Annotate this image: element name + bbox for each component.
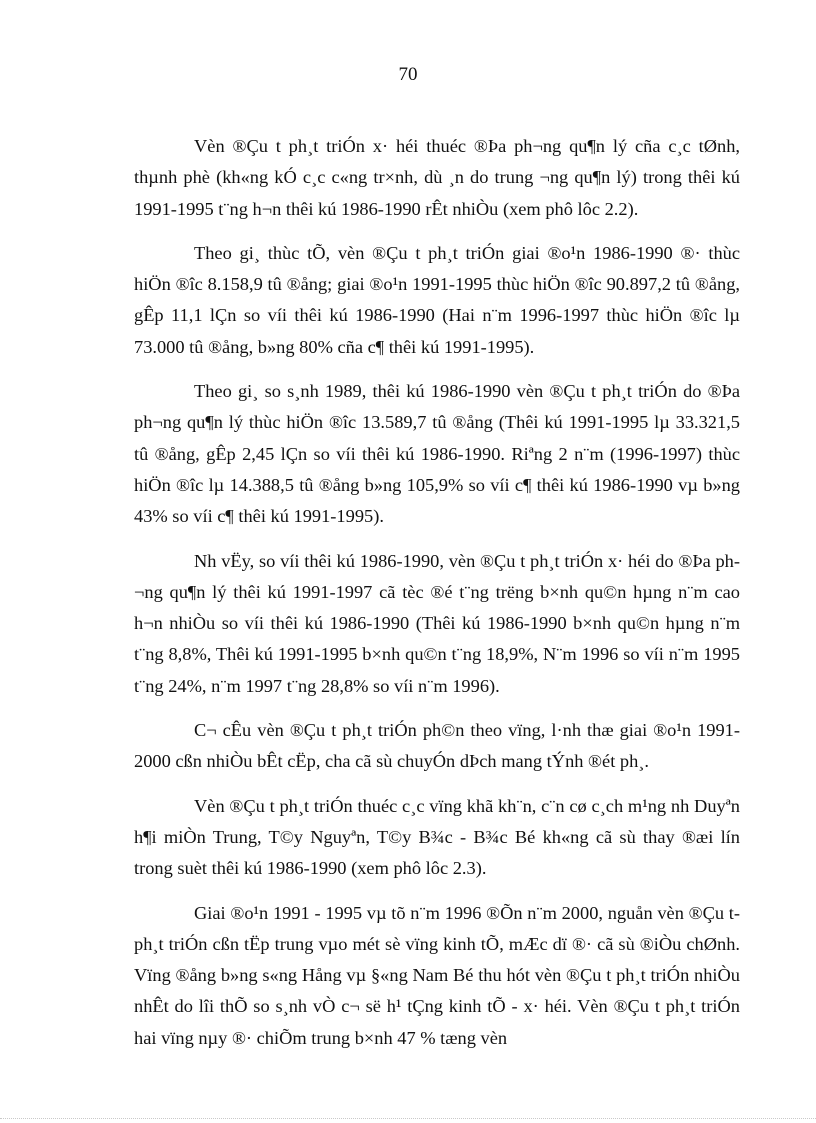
paragraph-3: Theo gi¸ so s¸nh 1989, thêi kú 1986-1990 vèn ®Çu t ph¸t triÓn do ®Þa ph¬ng qu¶n lý thùc hiÖn ®îc 13.589,7 tû ®ång (Thêi kú 1991-1995 lµ 33.321,5 tû ®ång, gÊp 2,45 lÇn so víi thêi kú 1986-1990. Riªng 2 n¨m (1996-1997) thùc hiÖn ®îc lµ 14.388,5 tû ®ång b»ng 105,9% so víi c¶ thêi kú 1986-1990 vµ b»ng 43% so víi c¶ thêi kú 1991-1995). <box>134 381 740 527</box>
paragraph-4: Nh vËy, so víi thêi kú 1986-1990, vèn ®Çu t ph¸t triÓn x· héi do ®Þa ph¬ng qu¶n lý thêi kú 1991-1997 cã tèc ®é t¨ng trëng b×nh qu©n hµng n¨m cao h¬n nhiÒu so víi thêi kú 1986-1990 (Thêi kú 1986-1990 b×nh qu©n hµng n¨m t¨ng 8,8%, Thêi kú 1991-1995 b×nh qu©n t¨ng 18,9%, N¨m 1996 so víi n¨m 1995 t¨ng 24%, n¨m 1997 t¨ng 28,8% so víi n¨m 1996). <box>134 550 740 696</box>
page-number: 70 <box>398 64 418 85</box>
paragraph-2: Theo gi¸ thùc tÕ, vèn ®Çu t ph¸t triÓn giai ®o¹n 1986-1990 ®· thùc hiÖn ®îc 8.158,9 tû ®ång; giai ®o¹n 1991-1995 thùc hiÖn ®îc 90.897,2 tû ®ång, gÊp 11,1 lÇn so víi thêi kú 1986-1990 (Hai n¨m 1996-1997 thùc hiÖn ®îc lµ 73.000 tû ®ång, b»ng 80% cña c¶ thêi kú 1991-1995). <box>134 242 740 357</box>
paragraph-7: Giai ®o¹n 1991 - 1995 vµ tõ n¨m 1996 ®Õn n¨m 2000, nguån vèn ®Çu t ph¸t triÓn cßn tËp trung vµo mét sè vïng kinh tÕ, mÆc dï ®· cã sù ®iÒu chØnh. Vïng ®ång b»ng s«ng Hång vµ §«ng Nam Bé thu hót vèn ®Çu t ph¸t triÓn nhiÒu nhÊt do lîi thÕ so s¸nh vÒ c¬ së h¹ tÇng kinh tÕ - x· héi. Vèn ®Çu t ph¸t triÓn hai vïng nµy ®· chiÕm trung b×nh 47 % tæng vèn <box>134 902 740 1048</box>
paragraph-1: Vèn ®Çu t ph¸t triÓn x· héi thuéc ®Þa ph¬ng qu¶n lý cña c¸c tØnh, thµnh phè (kh«ng kÓ c¸c c«ng tr×nh, dù ¸n do trung ¬ng qu¶n lý) trong thêi kú 1991-1995 t¨ng h¬n thêi kú 1986-1990 rÊt nhiÒu (xem phô lôc 2.2). <box>134 136 740 219</box>
body-text <box>134 131 740 1067</box>
paragraph-6: Vèn ®Çu t ph¸t triÓn thuéc c¸c vïng khã kh¨n, c¨n cø c¸ch m¹ng nh Duyªn h¶i miÒn Trung, T©y Nguyªn, T©y B¾c - B¾c Bé kh«ng cã sù thay ®æi lín trong suèt thêi kú 1986-1990 (xem phô lôc 2.3). <box>134 795 740 879</box>
paragraph-5: C¬ cÊu vèn ®Çu t ph¸t triÓn ph©n theo vïng, l·nh thæ giai ®o¹n 1991-2000 cßn nhiÒu bÊt cËp, cha cã sù chuyÓn dÞch mang tÝnh ®ét ph¸. <box>134 720 740 772</box>
page-bottom-divider <box>0 1118 816 1119</box>
